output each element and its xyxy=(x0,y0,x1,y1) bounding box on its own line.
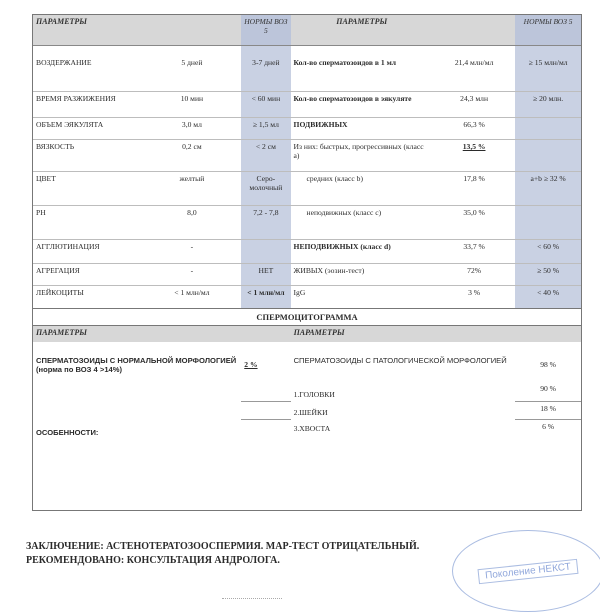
heads-label: 1.ГОЛОВКИ xyxy=(293,389,335,399)
param-value: 3 % xyxy=(468,288,481,297)
table-row xyxy=(33,56,581,92)
param-name: ЖИВЫХ (эозин-тест) xyxy=(291,264,433,286)
normal-morphology-value: 2 % xyxy=(244,359,258,369)
results-frame xyxy=(32,14,582,511)
param-norm: ≥ 20 млн. xyxy=(515,92,581,118)
param-value: 24,3 млн xyxy=(433,92,515,118)
param-norm: < 40 % xyxy=(515,286,581,308)
param-name: АГРЕГАЦИЯ xyxy=(33,264,143,286)
param-name: средних (класс b) xyxy=(291,172,433,206)
pathological-morphology-value: 98 % xyxy=(540,359,557,369)
param-name: неподвижных (класс c) xyxy=(291,206,433,240)
param-name: НЕПОДВИЖНЫХ (класс d) xyxy=(291,240,433,264)
pathological-morphology-label: СПЕРМАТОЗОИДЫ С ПАТОЛОГИЧЕСКОЙ МОРФОЛОГИЕЙ xyxy=(293,355,507,365)
param-norm: < 60 % xyxy=(515,240,581,264)
param-norm: 3-7 дней xyxy=(241,56,290,92)
tails-value: 6 % xyxy=(542,422,555,431)
table-row xyxy=(33,264,581,286)
param-name: ПОДВИЖНЫХ xyxy=(291,118,433,140)
table-header-row xyxy=(33,15,581,46)
param-value: 35,0 % xyxy=(433,206,515,240)
param-name: PH xyxy=(33,206,143,240)
param-value: < 1 млн/мл xyxy=(174,288,210,297)
analysis-document xyxy=(22,0,590,600)
necks-value: 18 % xyxy=(515,402,581,420)
spermogram-params-left: ПАРАМЕТРЫ xyxy=(33,326,291,342)
param-norm: НЕТ xyxy=(241,264,290,286)
heads-value: 90 % xyxy=(540,383,557,393)
spermogram-params-right: ПАРАМЕТРЫ xyxy=(291,326,581,342)
param-name: АГГЛЮТИНАЦИЯ xyxy=(33,240,143,264)
norms-header: НОРМЫ ВОЗ 5 xyxy=(241,15,290,46)
param-norm: ≥ 15 млн/мл xyxy=(515,56,581,92)
param-norm: ≥ 50 % xyxy=(515,264,581,286)
param-norm xyxy=(515,140,581,172)
stamp-text: Поколение НЕКСТ xyxy=(477,558,578,583)
table-row xyxy=(33,92,581,118)
features-label: ОСОБЕННОСТИ: xyxy=(36,427,99,437)
semen-analysis-table xyxy=(33,15,581,308)
table-row xyxy=(33,240,581,264)
conclusion-label: ЗАКЛЮЧЕНИЕ: xyxy=(26,541,104,552)
params-header: ПАРАМЕТРЫ xyxy=(33,15,143,46)
param-value: 8,0 xyxy=(143,206,242,240)
param-name: IgG xyxy=(293,288,306,297)
param-value: 21,4 млн/мл xyxy=(433,56,515,92)
param-value: 0,2 см xyxy=(143,140,242,172)
spermogram-title: СПЕРМОЦИТОГРАММА xyxy=(33,308,581,326)
param-name: ОБЪЕМ ЭЯКУЛЯТА xyxy=(33,118,143,140)
param-value: 33,7 % xyxy=(433,240,515,264)
param-value: 13,5 % xyxy=(433,140,515,172)
param-norm xyxy=(515,118,581,140)
param-name: Кол-во сперматозоидов в эякуляте xyxy=(291,92,433,118)
param-value: 10 мин xyxy=(143,92,242,118)
param-norm xyxy=(515,206,581,240)
table-row xyxy=(33,286,581,308)
tails-label: 3.ХВОСТА xyxy=(293,423,331,433)
signature-line xyxy=(222,598,282,599)
table-row xyxy=(33,140,581,172)
param-value: 17,8 % xyxy=(433,172,515,206)
param-value: желтый xyxy=(143,172,242,206)
norms-header-right: НОРМЫ ВОЗ 5 xyxy=(515,15,581,46)
param-norm: Серо-молочный xyxy=(241,172,290,206)
param-name: ЛЕЙКОЦИТЫ xyxy=(36,288,84,297)
param-norm xyxy=(241,240,290,264)
param-name: Из них: быстрых, прогрессивных (класс а) xyxy=(291,140,433,172)
param-value: - xyxy=(143,264,242,286)
params-header-right: ПАРАМЕТРЫ xyxy=(291,15,433,46)
param-value: 66,3 % xyxy=(433,118,515,140)
table-row xyxy=(33,118,581,140)
param-norm: < 60 мин xyxy=(241,92,290,118)
necks-label: 2.ШЕЙКИ xyxy=(293,407,328,417)
table-row xyxy=(33,172,581,206)
param-norm: a+b ≥ 32 % xyxy=(515,172,581,206)
param-value: 5 дней xyxy=(143,56,242,92)
param-name: Кол-во сперматозоидов в 1 мл xyxy=(291,56,433,92)
conclusion-text: АСТЕНОТЕРАТОЗООСПЕРМИЯ. МАР-ТЕСТ ОТРИЦАТЕЛЬНЫЙ. xyxy=(106,541,420,552)
param-value: - xyxy=(143,240,242,264)
param-name: ЦВЕТ xyxy=(33,172,143,206)
param-name: ВОЗДЕРЖАНИЕ xyxy=(33,56,143,92)
spermogram-table xyxy=(33,326,581,442)
normal-morphology-label: СПЕРМАТОЗОИДЫ С НОРМАЛЬНОЙ МОРФОЛОГИЕЙ (норма по ВОЗ 4 >14%) xyxy=(36,355,237,374)
param-name: ВЯЗКОСТЬ xyxy=(33,140,143,172)
param-norm: < 2 см xyxy=(241,140,290,172)
param-value: 3,0 мл xyxy=(143,118,242,140)
recommendation-text: КОНСУЛЬТАЦИЯ АНДРОЛОГА. xyxy=(126,555,280,566)
table-row xyxy=(33,206,581,240)
recommendation-label: РЕКОМЕНДОВАНО: xyxy=(26,555,125,566)
param-name: ВРЕМЯ РАЗЖИЖЕНИЯ xyxy=(33,92,143,118)
param-value: 72% xyxy=(433,264,515,286)
param-norm: 7,2 - 7,8 xyxy=(241,206,290,240)
param-norm: < 1 млн/мл xyxy=(241,286,290,308)
param-norm: ≥ 1,5 мл xyxy=(241,118,290,140)
